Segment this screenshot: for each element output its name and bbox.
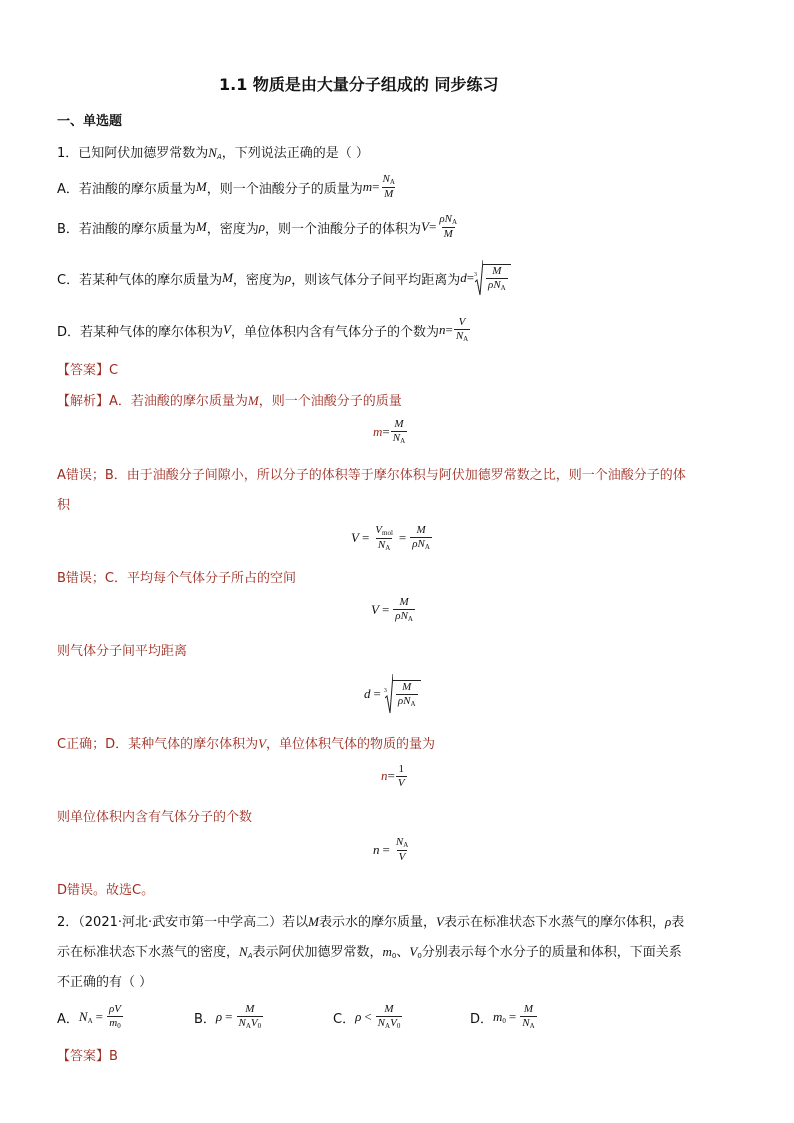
equation-m: m = $\frac{M}{N_A}$ bbox=[373, 418, 406, 445]
q1-answer: 【答案】C bbox=[57, 363, 119, 378]
q2-answer: 【答案】B bbox=[57, 1049, 118, 1064]
q1-explanation-2b: 积 bbox=[57, 498, 71, 513]
fraction: $\frac{M}{N_A}$ bbox=[392, 418, 406, 445]
q2-option-b: B． ρ = $\frac{M}{N_AV_0}$ bbox=[194, 1003, 262, 1030]
fraction: $\frac{M}{\rho N_A}$ bbox=[395, 596, 413, 623]
q2-option-a: A． $N_A$ = $\frac{\rho V}{m_0}$ bbox=[57, 1003, 121, 1030]
q1-explanation-4: 则气体分子间平均距离 bbox=[57, 644, 188, 659]
q1-option-d: D．若某种气体的摩尔体积为 V ，单位体积内含有气体分子的个数为 n = $\frac{V}{N_A}$ bbox=[57, 316, 469, 343]
fraction: $\frac{\rho V}{m_0}$ bbox=[108, 1003, 121, 1030]
q1-explanation-6: 则单位体积内含有气体分子的个数 bbox=[57, 810, 253, 825]
q1-explanation-1: 【解析】A．若油酸的摩尔质量为M，则一个油酸分子的质量 bbox=[57, 393, 402, 409]
equation-v1: V = $\frac{V_{mol}}{N_A}$ = $\frac{M}{\rho N_A}$ bbox=[351, 523, 430, 552]
fraction: $\frac{M}{\rho N_A}$ bbox=[412, 524, 430, 551]
q1-option-b: B．若油酸的摩尔质量为 M ，密度为 ρ ，则一个油酸分子的体积为 V = $\frac{\rho N_A}{M}$ bbox=[57, 213, 458, 240]
section-heading: 一、单选题 bbox=[57, 114, 123, 129]
fraction: $\frac{\rho N_A}{M}$ bbox=[439, 213, 458, 240]
fraction: $\frac{N_A}{V}$ bbox=[395, 836, 409, 863]
fraction: $\frac{V_{mol}}{N_A}$ bbox=[375, 523, 393, 552]
page-title: 1.1 物质是由大量分子组成的 同步练习 bbox=[219, 75, 499, 94]
q1-explanation-2: A错误；B．由于油酸分子间隙小，所以分子的体积等于摩尔体积与阿伏加德罗常数之比，则一个油酸分子的体 bbox=[57, 468, 686, 483]
cube-root: 3 $\frac{M}{\rho N_A}$ bbox=[474, 260, 511, 296]
fraction: $\frac{1}{V}$ bbox=[397, 762, 405, 789]
q1-explanation-3: B错误；C．平均每个气体分子所占的空间 bbox=[57, 571, 296, 586]
equation-n1: n = $\frac{1}{V}$ bbox=[381, 762, 405, 789]
fraction: $\frac{V}{N_A}$ bbox=[455, 316, 469, 343]
q2-option-d: D． $m_0$ = $\frac{M}{N_A}$ bbox=[470, 1003, 535, 1030]
q1-stem: 1．已知阿伏加德罗常数为$N_A$，下列说法正确的是（ ） bbox=[57, 145, 369, 161]
cube-root: 3 $\frac{M}{\rho N_A}$ bbox=[384, 674, 421, 714]
q2-option-c: C． ρ < $\frac{M}{N_AV_0}$ bbox=[333, 1003, 401, 1030]
equation-n2: n = $\frac{N_A}{V}$ bbox=[373, 836, 409, 863]
fraction: $\frac{M}{N_AV_0}$ bbox=[377, 1003, 401, 1030]
q1-explanation-7: D错误。故选C。 bbox=[57, 883, 155, 898]
fraction: $\frac{M}{N_AV_0}$ bbox=[238, 1003, 262, 1030]
fraction: $\frac{N_A}{M}$ bbox=[382, 173, 395, 200]
fraction: $\frac{M}{N_A}$ bbox=[522, 1003, 535, 1030]
equation-v2: V = $\frac{M}{\rho N_A}$ bbox=[371, 596, 413, 623]
q1-option-a: A．若油酸的摩尔质量为 M ，则一个油酸分子的质量为 m = $\frac{N_A}{M}$ bbox=[57, 173, 395, 200]
fraction: $\frac{M}{\rho N_A}$ bbox=[397, 681, 416, 708]
equation-d: d = 3 $\frac{M}{\rho N_A}$ bbox=[364, 672, 421, 716]
q2-stem-line2: 示在标准状态下水蒸气的密度，$N_A$表示阿伏加德罗常数，$m_0$、$V_0$分别表示每个水分子的质量和体积，下面关系 bbox=[57, 944, 682, 960]
q2-stem-line1: 2．（2021·河北·武安市第一中学高二）若以M表示水的摩尔质量，V表示在标准状态下水蒸气的摩尔体积，ρ表 bbox=[57, 914, 685, 930]
q1-explanation-5: C正确；D．某种气体的摩尔体积为V，单位体积气体的物质的量为 bbox=[57, 736, 436, 752]
fraction: $\frac{M}{\rho N_A}$ bbox=[488, 265, 506, 292]
q1-option-c: C．若某种气体的摩尔质量为 M ，密度为 ρ ，则该气体分子间平均距离为 d = 3 $\frac{M}{\rho N_A}$ bbox=[57, 260, 511, 296]
q2-stem-line3: 不正确的有（ ） bbox=[57, 975, 153, 990]
